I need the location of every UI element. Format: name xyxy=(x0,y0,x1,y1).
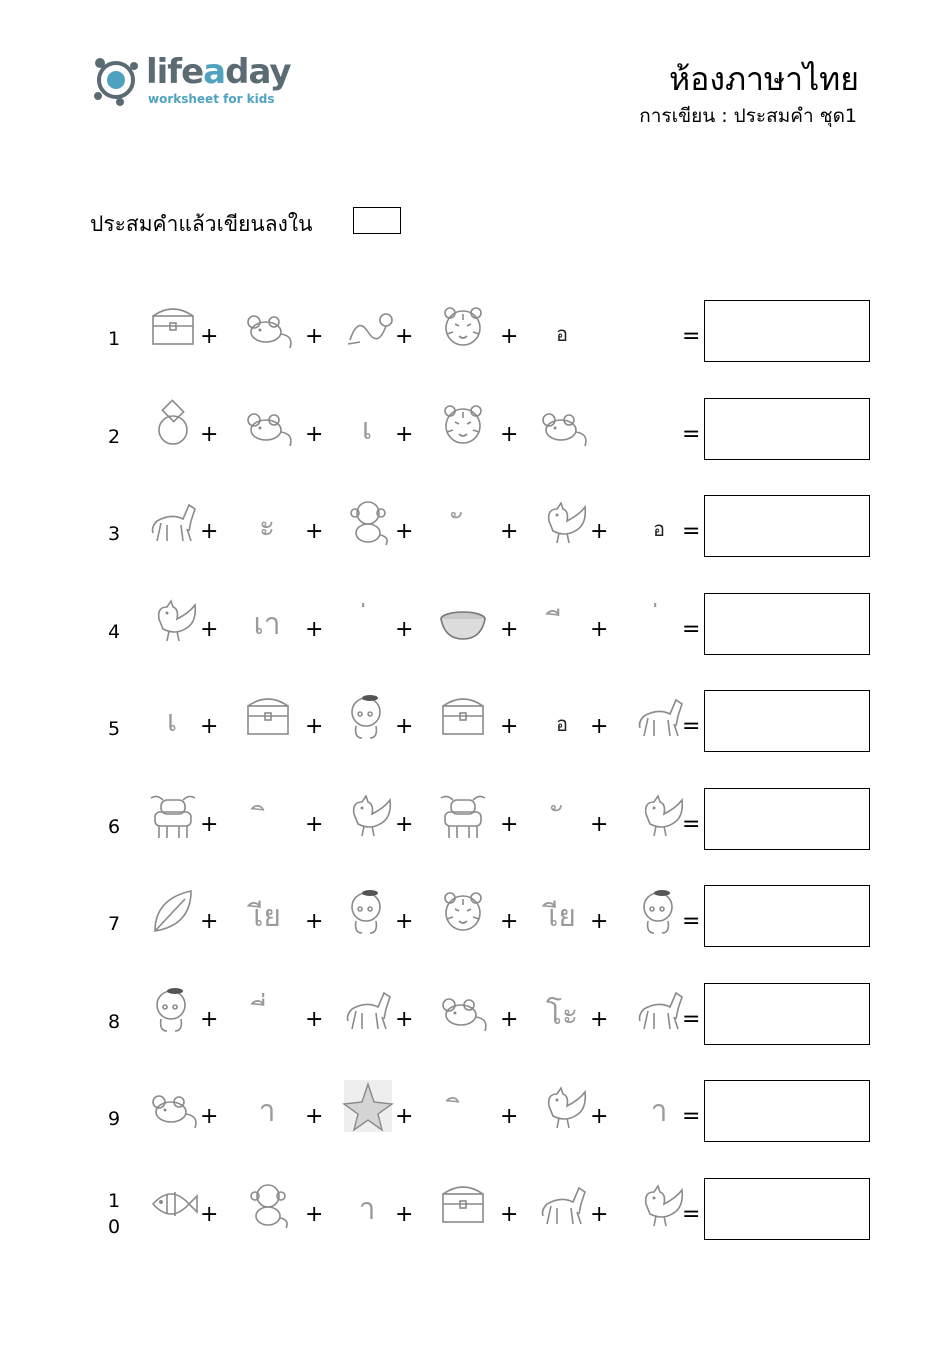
row-number xyxy=(108,1188,120,1240)
instruction-text: ประสมคำแล้วเขียนลงใน xyxy=(90,212,313,236)
ox-icon xyxy=(435,784,491,844)
plus-sign: + xyxy=(305,714,324,739)
equals-sign: = xyxy=(682,1006,701,1032)
plus-sign: + xyxy=(590,909,609,934)
plus-sign: + xyxy=(395,519,414,544)
child-icon xyxy=(632,881,688,941)
plus-sign: + xyxy=(395,811,414,837)
child-icon xyxy=(340,881,396,941)
plus-sign: + xyxy=(200,909,219,934)
plus-sign: + xyxy=(305,1104,324,1129)
page-title: ห้องภาษาไทย xyxy=(669,60,859,98)
plus-sign: + xyxy=(500,519,519,544)
answer-box[interactable] xyxy=(704,593,870,655)
mouse-icon xyxy=(240,296,296,356)
plus-sign: + xyxy=(590,519,609,544)
tracing-glyph xyxy=(537,796,587,843)
horse-icon xyxy=(632,979,688,1039)
tracing-glyph: เีย xyxy=(253,899,281,934)
plus-sign: + xyxy=(200,1006,219,1032)
plus-sign: + xyxy=(200,421,219,447)
answer-box[interactable] xyxy=(704,495,870,557)
plus-sign: + xyxy=(305,421,324,447)
chicken-icon xyxy=(632,1174,688,1234)
snake-icon xyxy=(340,296,396,356)
tracing-glyph: เา xyxy=(253,606,281,642)
mouse-icon xyxy=(240,394,296,454)
chicken-icon xyxy=(535,1076,591,1136)
answer-box[interactable] xyxy=(704,300,870,362)
mouse-icon xyxy=(145,1076,201,1136)
plus-sign: + xyxy=(590,1104,609,1129)
tracing-glyph xyxy=(342,601,392,648)
row-number: 9 xyxy=(108,1108,121,1130)
plus-sign: + xyxy=(500,909,519,934)
ring-icon xyxy=(145,394,201,454)
plus-sign: + xyxy=(500,1201,519,1227)
tracing-glyph: เ xyxy=(361,411,373,447)
page-subtitle: การเขียน : ประสมคำ ชุด1 xyxy=(639,105,857,127)
plus-sign: + xyxy=(200,811,219,837)
logo-tagline: worksheet for kids xyxy=(148,92,275,106)
tracing-glyph: ะ xyxy=(258,509,276,544)
answer-box[interactable] xyxy=(704,690,870,752)
plus-sign: + xyxy=(305,616,324,642)
plus-sign: + xyxy=(200,714,219,739)
plus-sign: + xyxy=(590,616,609,642)
tracing-glyph xyxy=(634,601,684,648)
plus-sign: + xyxy=(395,909,414,934)
chest-icon xyxy=(145,296,201,356)
row-number: 4 xyxy=(108,620,121,643)
row-number-digit: 1 xyxy=(108,1189,121,1212)
plus-sign: + xyxy=(395,1201,414,1227)
tracing-glyph: เีย xyxy=(548,899,576,934)
plus-sign: + xyxy=(395,616,414,642)
row-number: 5 xyxy=(108,718,121,740)
letter-text: อ xyxy=(652,517,665,541)
equals-sign: = xyxy=(682,1104,701,1129)
letter-text: อ xyxy=(555,322,568,346)
plus-sign: + xyxy=(500,324,519,349)
chicken-icon xyxy=(145,589,201,649)
molecule-logo-icon xyxy=(90,50,144,108)
child-icon xyxy=(340,686,396,746)
equals-sign: = xyxy=(682,421,701,447)
plus-sign: + xyxy=(200,324,219,349)
exercise-row xyxy=(0,290,951,380)
chest-icon xyxy=(240,686,296,746)
plus-sign: + xyxy=(200,1201,219,1227)
row-number: 8 xyxy=(108,1010,121,1033)
chest-icon xyxy=(435,1174,491,1234)
chicken-icon xyxy=(535,491,591,551)
exercise-row xyxy=(0,583,951,673)
chicken-icon xyxy=(340,784,396,844)
answer-box[interactable] xyxy=(704,398,870,460)
leaf-icon xyxy=(145,881,201,941)
plus-sign: + xyxy=(200,519,219,544)
plus-sign: + xyxy=(590,1006,609,1032)
exercise-row xyxy=(0,680,951,770)
plus-sign: + xyxy=(305,1201,324,1227)
equals-sign: = xyxy=(682,616,701,642)
mouse-icon xyxy=(535,394,591,454)
horse-icon xyxy=(145,491,201,551)
exercise-row xyxy=(0,973,951,1063)
plus-sign: + xyxy=(500,616,519,642)
answer-box[interactable] xyxy=(704,1080,870,1142)
row-number: 2 xyxy=(108,425,121,448)
tracing-glyph: โะ xyxy=(545,996,579,1032)
plus-sign: + xyxy=(305,909,324,934)
bowl-icon xyxy=(435,589,491,649)
plus-sign: + xyxy=(395,324,414,349)
answer-box[interactable] xyxy=(704,788,870,850)
plus-sign: + xyxy=(305,519,324,544)
plus-sign: + xyxy=(395,1104,414,1129)
equals-sign: = xyxy=(682,519,701,544)
plus-sign: + xyxy=(500,714,519,739)
tracing-glyph: า xyxy=(650,1094,668,1129)
tracing-glyph xyxy=(537,601,587,648)
star-icon xyxy=(340,1076,396,1136)
row-number: 1 xyxy=(108,328,121,350)
row-number: 3 xyxy=(108,523,121,545)
ox-icon xyxy=(145,784,201,844)
row-number: 7 xyxy=(108,913,121,935)
equals-sign: = xyxy=(682,909,701,934)
equals-sign: = xyxy=(682,324,701,349)
plus-sign: + xyxy=(395,1006,414,1032)
monkey-icon xyxy=(240,1174,296,1234)
fish-icon xyxy=(145,1174,201,1234)
plus-sign: + xyxy=(200,616,219,642)
equals-sign: = xyxy=(682,811,701,837)
tracing-glyph xyxy=(437,503,487,550)
plus-sign: + xyxy=(500,1006,519,1032)
exercise-row xyxy=(0,388,951,478)
plus-sign: + xyxy=(395,714,414,739)
equals-sign: = xyxy=(682,714,701,739)
exercise-row xyxy=(0,778,951,868)
exercise-row xyxy=(0,1168,951,1258)
exercise-row xyxy=(0,1070,951,1160)
row-number: 6 xyxy=(108,815,121,838)
tracing-glyph xyxy=(242,991,292,1038)
monkey-icon xyxy=(340,491,396,551)
plus-sign: + xyxy=(500,811,519,837)
letter-text: อ xyxy=(555,712,568,736)
exercise-row xyxy=(0,485,951,575)
mouse-icon xyxy=(435,979,491,1039)
tiger-icon xyxy=(435,394,491,454)
tiger-icon xyxy=(435,881,491,941)
chicken-icon xyxy=(632,784,688,844)
plus-sign: + xyxy=(305,1006,324,1032)
equals-sign: = xyxy=(682,1201,701,1227)
plus-sign: + xyxy=(200,1104,219,1129)
plus-sign: + xyxy=(305,811,324,837)
plus-sign: + xyxy=(590,811,609,837)
answer-box[interactable] xyxy=(704,983,870,1045)
tracing-glyph: า xyxy=(358,1191,376,1227)
plus-sign: + xyxy=(500,421,519,447)
answer-box[interactable] xyxy=(704,1178,870,1240)
chest-icon xyxy=(435,686,491,746)
horse-icon xyxy=(340,979,396,1039)
row-number-digit: 0 xyxy=(108,1215,121,1238)
instruction-example-box xyxy=(353,207,401,234)
plus-sign: + xyxy=(590,714,609,739)
tiger-icon xyxy=(435,296,491,356)
plus-sign: + xyxy=(305,324,324,349)
answer-box[interactable] xyxy=(704,885,870,947)
lifeaday-logo xyxy=(90,50,310,110)
horse-icon xyxy=(632,686,688,746)
exercise-row xyxy=(0,875,951,965)
horse-icon xyxy=(535,1174,591,1234)
tracing-glyph xyxy=(437,1088,487,1135)
tracing-glyph xyxy=(242,796,292,843)
plus-sign: + xyxy=(500,1104,519,1129)
tracing-glyph: เ xyxy=(166,704,178,739)
plus-sign: + xyxy=(590,1201,609,1227)
tracing-glyph: า xyxy=(258,1094,276,1129)
logo-wordmark: lifeaday xyxy=(146,52,291,92)
plus-sign: + xyxy=(395,421,414,447)
child-icon xyxy=(145,979,201,1039)
